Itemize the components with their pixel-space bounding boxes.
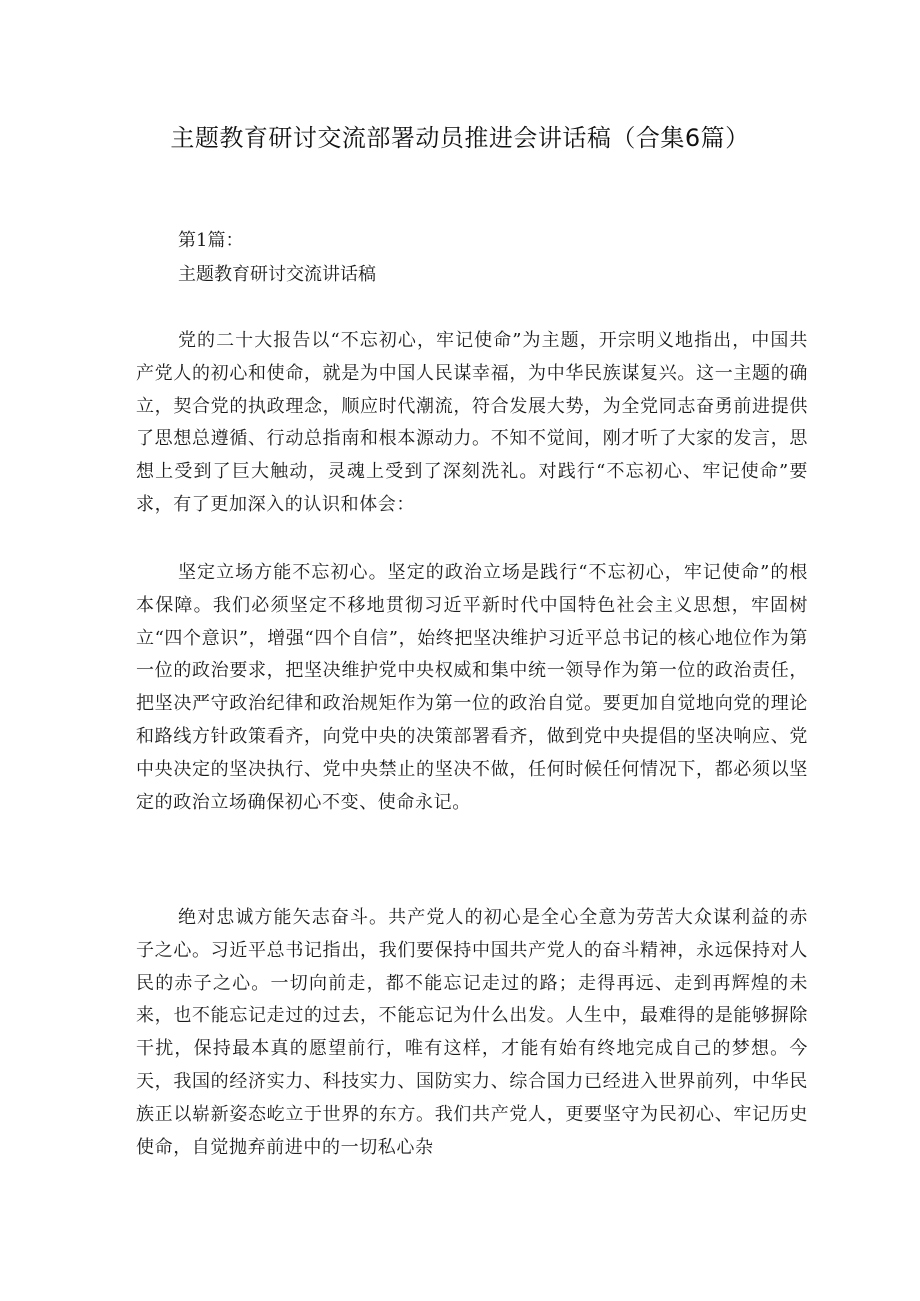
part-title: 主题教育研讨交流讲话稿 (178, 264, 376, 285)
document-title: 主题教育研讨交流部署动员推进会讲话稿（合集6篇） (170, 124, 750, 152)
paragraph-intro: 党的二十大报告以“不忘初心，牢记使命”为主题，开宗明义地指出，中国共产党人的初心和使命，就是为中国人民谋幸福，为中华民族谋复兴。这一主题的确立，契合党的执政理念，顺应时代潮流，符合发展大势，为全党同志奋勇前进提供了思想总遵循、行动总指南和根本源动力。不知不觉间，刚才听了大家的发言，思想上受到了巨大触动，灵魂上受到了深刻洗礼。对践行“不忘初心、牢记使命”要求，有了更加深入的认识和体会： (136, 330, 808, 515)
paragraph-absolute-loyalty: 绝对忠诚方能矢志奋斗。共产党人的初心是全心全意为劳苦大众谋利益的赤子之心。习近平总书记指出，我们要保持中国共产党人的奋斗精神，永远保持对人民的赤子之心。一切向前走，都不能忘记走过的路；走得再远、走到再辉煌的未来，也不能忘记走过的过去，不能忘记为什么出发。人生中，最难得的是能够摒除干扰，保持最本真的愿望前行，唯有这样，才能有始有终地完成自己的梦想。今天，我国的经济实力、科技实力、国防实力、综合国力已经进入世界前列，中华民族正以崭新姿态屹立于世界的东方。我们共产党人，更要坚守为民初心、牢记历史使命，自觉抛弃前进中的一切私心杂 (136, 907, 808, 1158)
paragraph-firm-stance: 坚定立场方能不忘初心。坚定的政治立场是践行“不忘初心，牢记使命”的根本保障。我们必须坚定不移地贯彻习近平新时代中国特色社会主义思想，牢固树立“四个意识”，增强“四个自信”，始终把坚决维护习近平总书记的核心地位作为第一位的政治要求，把坚决维护党中央权威和集中统一领导作为第一位的政治责任，把坚决严守政治纪律和政治规矩作为第一位的政治自觉。要更加自觉地向党的理论和路线方针政策看齐，向党中央的决策部署看齐，做到党中央提倡的坚决响应、党中央决定的坚决执行、党中央禁止的坚决不做，任何时候任何情况下，都必须以坚定的政治立场确保初心不变、使命永记。 (136, 562, 808, 813)
part-label: 第1篇： (178, 230, 244, 251)
